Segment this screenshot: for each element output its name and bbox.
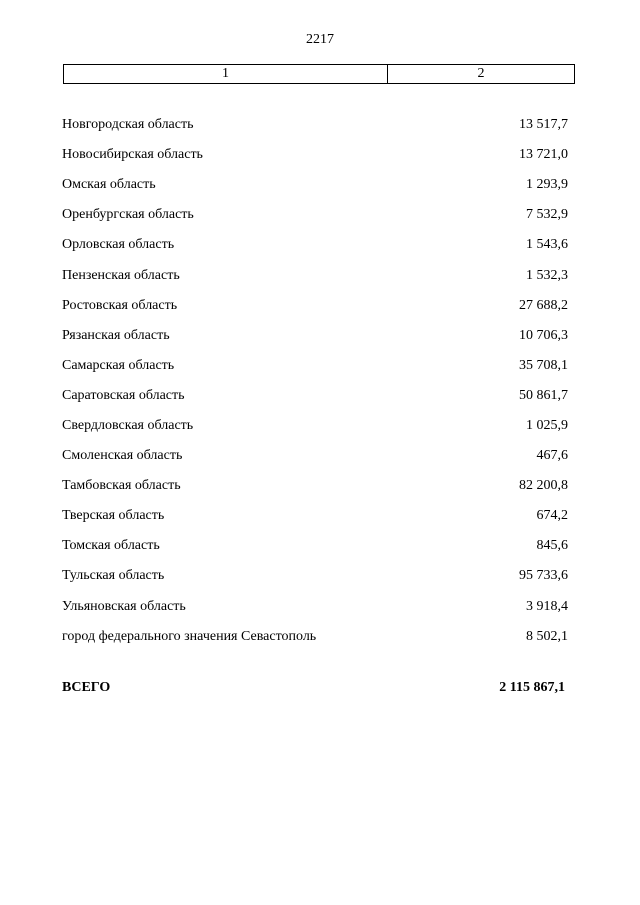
table-row [62, 501, 568, 531]
region-name: Рязанская область [62, 327, 170, 343]
region-value: 50 861,7 [519, 387, 568, 403]
total-value: 2 115 867,1 [499, 680, 565, 695]
table-body [62, 110, 568, 652]
table-row [62, 561, 568, 591]
table-row [62, 351, 568, 381]
region-value: 13 721,0 [519, 147, 568, 163]
region-name: Новгородская область [62, 117, 194, 133]
region-name: Самарская область [62, 357, 175, 373]
region-name: Орловская область [62, 237, 175, 253]
table-row [62, 592, 568, 622]
region-value: 7 532,9 [526, 207, 568, 223]
table-row [62, 260, 568, 290]
region-name: Тамбовская область [62, 478, 181, 494]
page-number: 2217 [306, 32, 334, 47]
region-name: Пензенская область [62, 267, 180, 283]
region-value: 674,2 [536, 508, 568, 524]
region-name: Ростовская область [62, 297, 178, 313]
table-row [62, 321, 568, 351]
region-name: Свердловская область [62, 417, 194, 433]
column-header-2: 2 [477, 66, 485, 81]
region-value: 95 733,6 [519, 568, 568, 584]
region-name: Новосибирская область [62, 147, 203, 163]
region-value: 467,6 [536, 448, 568, 464]
table-row [62, 441, 568, 471]
region-name: Ульяновская область [62, 598, 186, 614]
table-row [62, 170, 568, 200]
region-value: 27 688,2 [519, 297, 568, 313]
total-row [62, 678, 565, 698]
table-row [62, 140, 568, 170]
region-value: 35 708,1 [519, 357, 568, 373]
table-row [62, 471, 568, 501]
region-value: 8 502,1 [526, 628, 568, 644]
region-value: 845,6 [536, 538, 568, 554]
table-row [62, 291, 568, 321]
column-header-1: 1 [64, 65, 388, 83]
column-header-row [63, 64, 575, 84]
region-name: Томская область [62, 538, 160, 554]
region-value: 13 517,7 [519, 117, 568, 133]
region-value: 1 532,3 [526, 267, 568, 283]
region-value: 1 543,6 [526, 237, 568, 253]
table-row [62, 622, 568, 652]
region-value: 10 706,3 [519, 327, 568, 343]
region-value: 3 918,4 [526, 598, 568, 614]
table-row [62, 411, 568, 441]
table-row [62, 531, 568, 561]
table-row [62, 200, 568, 230]
region-name: Тверская область [62, 508, 165, 524]
region-value: 1 025,9 [526, 417, 568, 433]
table-row [62, 110, 568, 140]
region-name: Оренбургская область [62, 207, 194, 223]
region-value: 1 293,9 [526, 177, 568, 193]
region-name: город федерального значения Севастополь [62, 628, 317, 644]
region-name: Смоленская область [62, 448, 183, 464]
table-row [62, 381, 568, 411]
table-row [62, 230, 568, 260]
region-name: Тульская область [62, 568, 165, 584]
region-name: Саратовская область [62, 387, 185, 403]
total-label: ВСЕГО [62, 680, 111, 695]
region-name: Омская область [62, 177, 156, 193]
region-value: 82 200,8 [519, 478, 568, 494]
